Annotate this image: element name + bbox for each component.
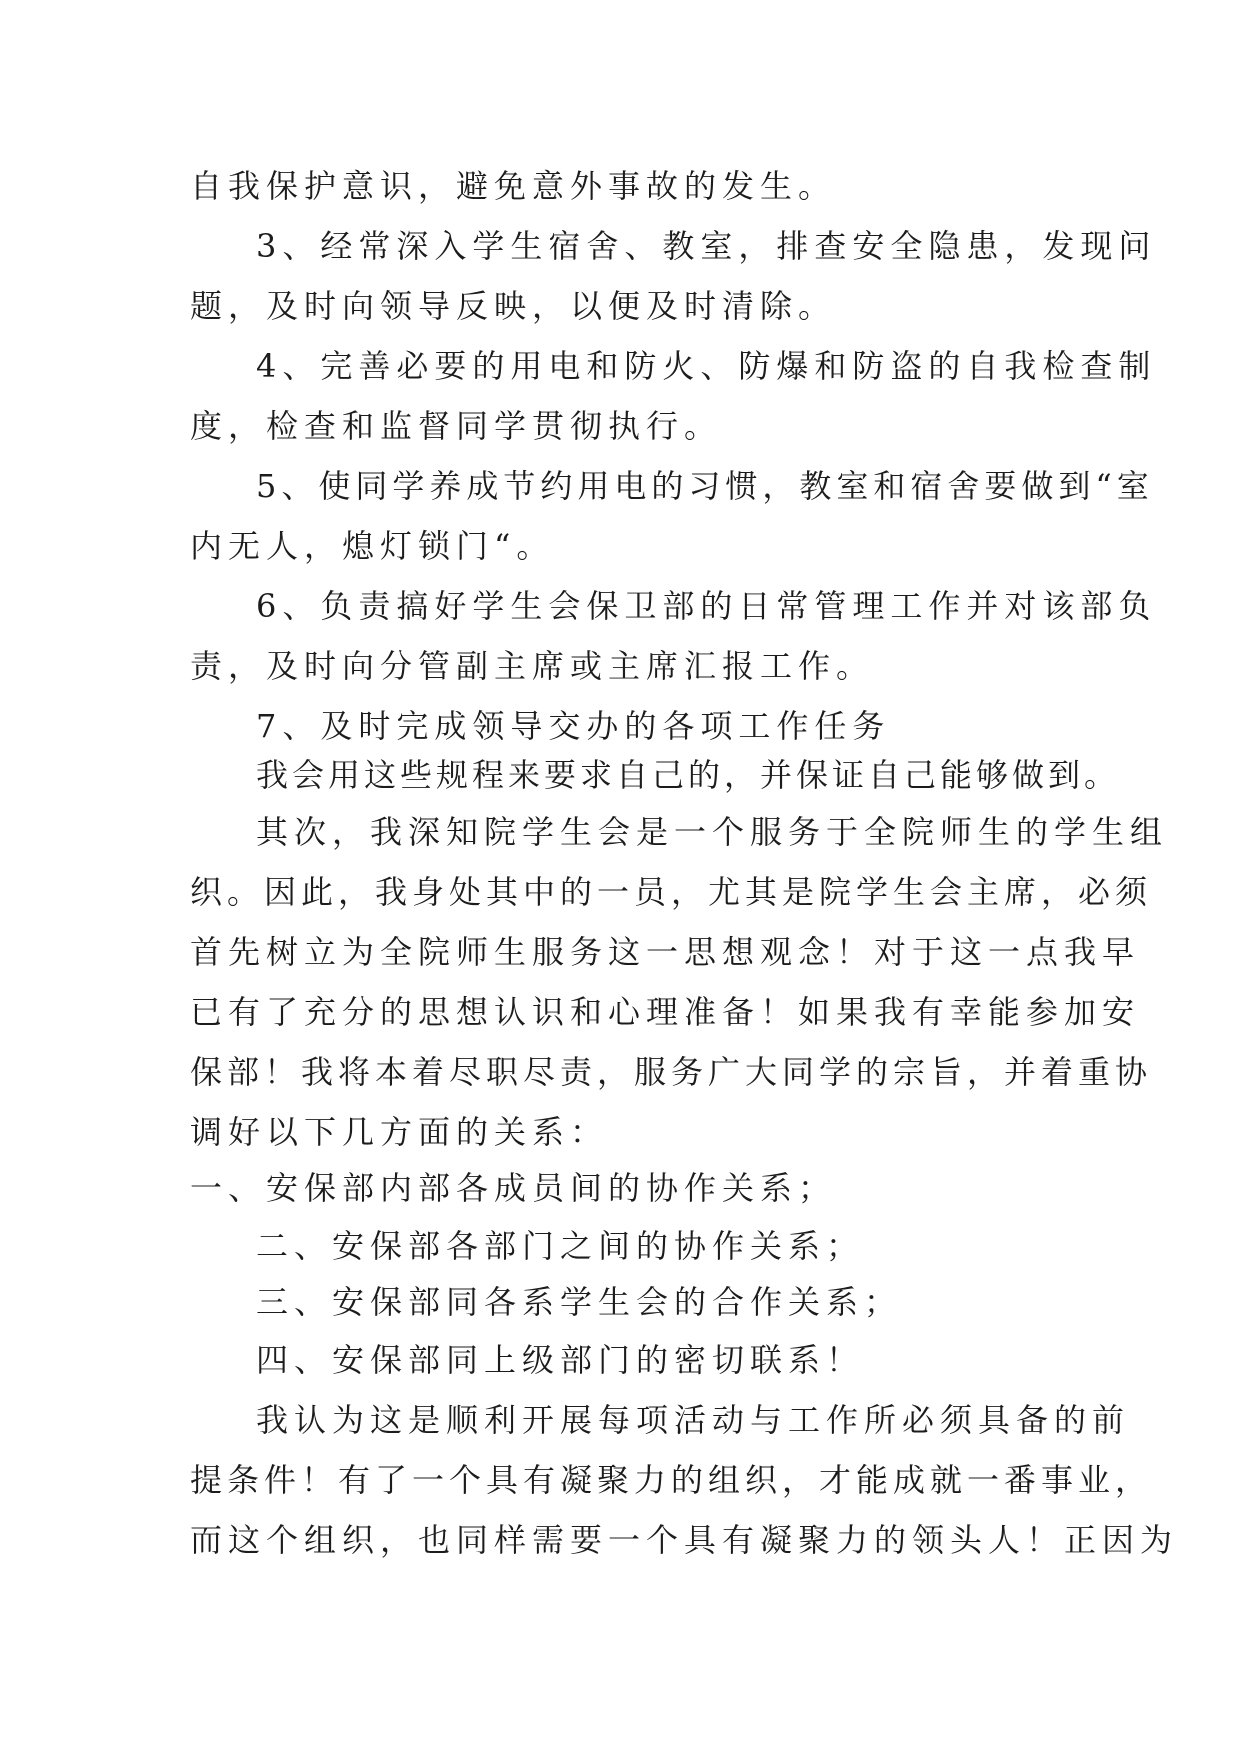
- text-line: 织。因此，我身处其中的一员，尤其是院学生会主席，必须: [190, 873, 1153, 911]
- text-line: 4、完善必要的用电和防火、防爆和防盗的自我检查制: [256, 347, 1157, 385]
- text-line: 我会用这些规程来要求自己的，并保证自己能够做到。: [256, 756, 1121, 794]
- text-line: 而这个组织，也同样需要一个具有凝聚力的领头人！正因为: [190, 1521, 1179, 1559]
- text-line: 我认为这是顺利开展每项活动与工作所必须具备的前: [256, 1401, 1131, 1439]
- text-line: 二、安保部各部门之间的协作关系；: [256, 1227, 865, 1265]
- text-line: 内无人，熄灯锁门“。: [190, 527, 555, 565]
- text-line: 7、及时完成领导交办的各项工作任务: [256, 707, 891, 745]
- text-line: 已有了充分的思想认识和心理准备！如果我有幸能参加安: [190, 993, 1141, 1031]
- text-line: 题，及时向领导反映，以便及时清除。: [190, 287, 837, 325]
- text-line: 四、安保部同上级部门的密切联系！: [256, 1341, 865, 1379]
- text-line: 首先树立为全院师生服务这一思想观念！对于这一点我早: [190, 933, 1141, 971]
- text-line: 5、使同学养成节约用电的习惯，教室和宿舍要做到“室: [256, 467, 1154, 505]
- text-line: 度，检查和监督同学贯彻执行。: [190, 407, 723, 445]
- text-line: 其次，我深知院学生会是一个服务于全院师生的学生组: [256, 813, 1169, 851]
- text-line: 责，及时向分管副主席或主席汇报工作。: [190, 647, 875, 685]
- text-line: 保部！我将本着尽职尽责，服务广大同学的宗旨，并着重协: [190, 1053, 1153, 1091]
- text-line: 3、经常深入学生宿舍、教室，排查安全隐患，发现问: [256, 227, 1157, 265]
- text-line: 调好以下几方面的关系：: [190, 1113, 609, 1151]
- text-line: 提条件！有了一个具有凝聚力的组织，才能成就一番事业，: [190, 1461, 1153, 1499]
- text-line: 一、安保部内部各成员间的协作关系；: [190, 1169, 837, 1207]
- text-line: 6、负责搞好学生会保卫部的日常管理工作并对该部负: [256, 587, 1157, 625]
- text-line: 三、安保部同各系学生会的合作关系；: [256, 1283, 903, 1321]
- text-line: 自我保护意识，避免意外事故的发生。: [190, 167, 837, 205]
